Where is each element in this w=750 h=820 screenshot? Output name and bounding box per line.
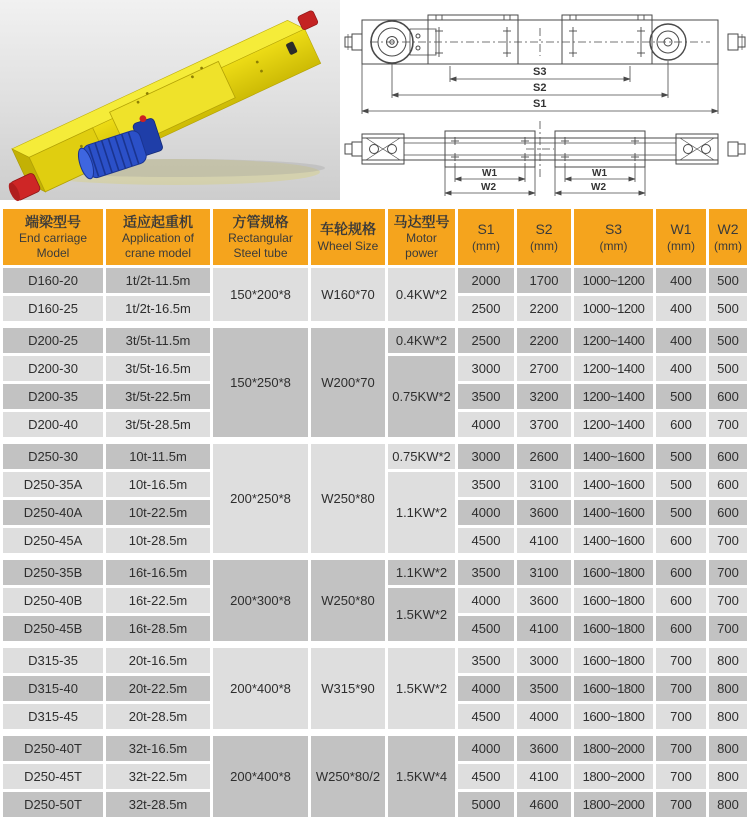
top-images-section — [0, 0, 750, 206]
cell-w1: 500 — [656, 500, 706, 525]
header-wheel-size: 车轮规格 Wheel Size — [311, 209, 385, 265]
cell-s2: 2200 — [517, 328, 571, 353]
shaft-stub-left — [345, 34, 362, 50]
group-divider — [3, 324, 747, 325]
cell-w1: 400 — [656, 356, 706, 381]
cell-s1: 3500 — [458, 384, 514, 409]
cell-application: 16t-16.5m — [106, 560, 210, 585]
cell-s2: 4100 — [517, 616, 571, 641]
mount-plate-left — [445, 131, 535, 167]
technical-drawing — [340, 0, 750, 206]
group-divider — [3, 556, 747, 557]
cell-s2: 3100 — [517, 560, 571, 585]
cell-w2: 500 — [709, 328, 747, 353]
cell-s1: 3500 — [458, 560, 514, 585]
group-divider — [3, 440, 747, 441]
cell-s2: 3700 — [517, 412, 571, 437]
cell-application: 10t-22.5m — [106, 500, 210, 525]
cell-w2: 700 — [709, 412, 747, 437]
cell-s3: 1200~1400 — [574, 328, 653, 353]
dimension-drawing-image — [340, 0, 750, 206]
dimension-label-s3: S3 — [533, 66, 547, 78]
cell-w1: 700 — [656, 764, 706, 789]
cell-model: D250-35A — [3, 472, 103, 497]
table-row — [3, 560, 747, 585]
header-w1: W1 (mm) — [656, 209, 706, 265]
cell-model: D250-50T — [3, 792, 103, 817]
cell-s1: 3000 — [458, 356, 514, 381]
cell-w2: 700 — [709, 560, 747, 585]
cell-w1: 700 — [656, 792, 706, 817]
cell-model: D315-45 — [3, 704, 103, 729]
cell-w2: 800 — [709, 648, 747, 673]
cell-motor-power: 1.1KW*2 — [388, 472, 455, 553]
dimension-label-w1: W1 — [482, 168, 497, 179]
cell-w1: 600 — [656, 616, 706, 641]
table-row — [3, 328, 747, 353]
cell-application: 20t-16.5m — [106, 648, 210, 673]
side-elevation-view — [345, 15, 745, 114]
cell-application: 1t/2t-11.5m — [106, 268, 210, 293]
cell-s3: 1400~1600 — [574, 444, 653, 469]
cell-s2: 3100 — [517, 472, 571, 497]
cell-model: D160-25 — [3, 296, 103, 321]
cell-w1: 400 — [656, 328, 706, 353]
cell-w1: 400 — [656, 296, 706, 321]
table-row — [3, 648, 747, 673]
cell-wheel-size: W315*90 — [311, 648, 385, 729]
cell-w2: 700 — [709, 616, 747, 641]
cell-motor-power: 0.4KW*2 — [388, 268, 455, 321]
cell-s2: 2200 — [517, 296, 571, 321]
cell-model: D200-25 — [3, 328, 103, 353]
cell-w1: 700 — [656, 736, 706, 761]
header-model: 端梁型号 End carriage Model — [3, 209, 103, 265]
cell-s2: 4100 — [517, 764, 571, 789]
cell-s2: 3600 — [517, 588, 571, 613]
cell-s3: 1600~1800 — [574, 704, 653, 729]
cell-application: 16t-22.5m — [106, 588, 210, 613]
cell-w1: 600 — [656, 412, 706, 437]
cell-s1: 2500 — [458, 328, 514, 353]
cell-wheel-size: W200*70 — [311, 328, 385, 437]
cell-s3: 1600~1800 — [574, 676, 653, 701]
cell-s1: 4000 — [458, 588, 514, 613]
cell-application: 3t/5t-16.5m — [106, 356, 210, 381]
cell-model: D250-45T — [3, 764, 103, 789]
cell-w2: 500 — [709, 296, 747, 321]
cell-motor-power: 1.5KW*2 — [388, 648, 455, 729]
plan-view — [345, 121, 745, 196]
cell-wheel-size: W250*80 — [311, 444, 385, 553]
render-3d-image — [0, 0, 340, 200]
cell-s3: 1800~2000 — [574, 764, 653, 789]
header-w2: W2 (mm) — [709, 209, 747, 265]
cell-s3: 1600~1800 — [574, 616, 653, 641]
cell-model: D250-40A — [3, 500, 103, 525]
cell-motor-power: 1.5KW*4 — [388, 736, 455, 817]
cell-application: 20t-22.5m — [106, 676, 210, 701]
cell-w1: 500 — [656, 444, 706, 469]
plan-shaft-left — [345, 142, 362, 156]
cell-s2: 3000 — [517, 648, 571, 673]
dimension-label-s1: S1 — [533, 98, 547, 110]
cell-motor-power: 1.1KW*2 — [388, 560, 455, 585]
cell-s1: 2000 — [458, 268, 514, 293]
cell-w2: 500 — [709, 268, 747, 293]
cell-s1: 3500 — [458, 472, 514, 497]
cell-steel-tube: 200*400*8 — [213, 648, 308, 729]
cell-application: 32t-28.5m — [106, 792, 210, 817]
cell-s2: 3200 — [517, 384, 571, 409]
cell-s1: 4000 — [458, 736, 514, 761]
cell-motor-power: 0.75KW*2 — [388, 356, 455, 437]
cell-application: 32t-16.5m — [106, 736, 210, 761]
cell-steel-tube: 200*250*8 — [213, 444, 308, 553]
cell-w2: 600 — [709, 500, 747, 525]
cell-s3: 1600~1800 — [574, 560, 653, 585]
cell-steel-tube: 200*300*8 — [213, 560, 308, 641]
cell-s2: 4100 — [517, 528, 571, 553]
header-application: 适应起重机 Application of crane model — [106, 209, 210, 265]
cell-s3: 1600~1800 — [574, 588, 653, 613]
lip-bolt-ticks — [436, 15, 644, 20]
cell-application: 3t/5t-11.5m — [106, 328, 210, 353]
cell-model: D200-40 — [3, 412, 103, 437]
dimension-s2 — [392, 61, 668, 98]
cell-s3: 1200~1400 — [574, 356, 653, 381]
cell-steel-tube: 150*200*8 — [213, 268, 308, 321]
group-divider — [3, 644, 747, 645]
cell-s3: 1600~1800 — [574, 648, 653, 673]
cell-s2: 2600 — [517, 444, 571, 469]
cell-s2: 3600 — [517, 500, 571, 525]
cell-s2: 3600 — [517, 736, 571, 761]
dimension-w1-right — [565, 163, 635, 182]
cell-w1: 600 — [656, 528, 706, 553]
cell-s3: 1400~1600 — [574, 500, 653, 525]
dimension-label-w2-right: W2 — [591, 182, 606, 193]
cell-s3: 1200~1400 — [574, 384, 653, 409]
header-s2: S2 (mm) — [517, 209, 571, 265]
shaft-stub-right — [728, 34, 745, 50]
cell-model: D250-30 — [3, 444, 103, 469]
cell-wheel-size: W160*70 — [311, 268, 385, 321]
cell-w1: 500 — [656, 472, 706, 497]
cell-w1: 400 — [656, 268, 706, 293]
dimension-s3 — [450, 66, 630, 82]
cell-s3: 1800~2000 — [574, 736, 653, 761]
cell-s1: 2500 — [458, 296, 514, 321]
cell-w2: 800 — [709, 764, 747, 789]
cell-model: D160-20 — [3, 268, 103, 293]
cell-s3: 1000~1200 — [574, 268, 653, 293]
cell-s2: 4600 — [517, 792, 571, 817]
cell-w1: 500 — [656, 384, 706, 409]
cell-s1: 4500 — [458, 704, 514, 729]
cell-model: D200-35 — [3, 384, 103, 409]
cell-model: D250-40B — [3, 588, 103, 613]
header-s1: S1 (mm) — [458, 209, 514, 265]
cell-model: D315-40 — [3, 676, 103, 701]
cell-wheel-size: W250*80 — [311, 560, 385, 641]
spec-table — [0, 206, 750, 820]
cell-model: D200-30 — [3, 356, 103, 381]
end-carriage-3d-render — [0, 0, 340, 200]
cell-motor-power: 0.75KW*2 — [388, 444, 455, 469]
cell-application: 3t/5t-28.5m — [106, 412, 210, 437]
header-s3: S3 (mm) — [574, 209, 653, 265]
mount-plate-right — [555, 131, 645, 167]
cell-w2: 800 — [709, 704, 747, 729]
table-row — [3, 444, 747, 469]
cell-w1: 600 — [656, 588, 706, 613]
plan-shaft-right — [728, 142, 745, 156]
cell-w1: 700 — [656, 648, 706, 673]
cell-model: D315-35 — [3, 648, 103, 673]
cell-s3: 1800~2000 — [574, 792, 653, 817]
cell-wheel-size: W250*80/2 — [311, 736, 385, 817]
cell-w2: 800 — [709, 736, 747, 761]
cell-application: 20t-28.5m — [106, 704, 210, 729]
cell-model: D250-45B — [3, 616, 103, 641]
cell-w1: 700 — [656, 704, 706, 729]
cell-steel-tube: 150*250*8 — [213, 328, 308, 437]
cell-application: 10t-11.5m — [106, 444, 210, 469]
cell-s2: 1700 — [517, 268, 571, 293]
cell-application: 10t-28.5m — [106, 528, 210, 553]
cell-s1: 4500 — [458, 528, 514, 553]
cell-s1: 3000 — [458, 444, 514, 469]
dimension-label-w2: W2 — [481, 182, 496, 193]
cell-s3: 1400~1600 — [574, 472, 653, 497]
cell-w2: 600 — [709, 472, 747, 497]
cell-w1: 700 — [656, 676, 706, 701]
table-row — [3, 268, 747, 293]
cell-s1: 4500 — [458, 764, 514, 789]
cell-w2: 500 — [709, 356, 747, 381]
cell-w1: 600 — [656, 560, 706, 585]
centerline — [370, 28, 710, 56]
table-row — [3, 736, 747, 761]
cell-s1: 5000 — [458, 792, 514, 817]
cell-w2: 800 — [709, 676, 747, 701]
cell-w2: 700 — [709, 528, 747, 553]
dimension-label-w1-right: W1 — [592, 168, 607, 179]
cell-model: D250-40T — [3, 736, 103, 761]
cell-steel-tube: 200*400*8 — [213, 736, 308, 817]
cell-s2: 4000 — [517, 704, 571, 729]
cell-w2: 600 — [709, 384, 747, 409]
cell-s1: 4000 — [458, 412, 514, 437]
cell-application: 32t-22.5m — [106, 764, 210, 789]
cell-s1: 3500 — [458, 648, 514, 673]
cell-s3: 1200~1400 — [574, 412, 653, 437]
cell-s1: 4500 — [458, 616, 514, 641]
cell-motor-power: 1.5KW*2 — [388, 588, 455, 641]
cell-s1: 4000 — [458, 676, 514, 701]
cell-w2: 700 — [709, 588, 747, 613]
cell-w2: 600 — [709, 444, 747, 469]
cell-s1: 4000 — [458, 500, 514, 525]
cell-motor-power: 0.4KW*2 — [388, 328, 455, 353]
plan-centerline — [526, 121, 554, 177]
cell-application: 1t/2t-16.5m — [106, 296, 210, 321]
cell-w2: 800 — [709, 792, 747, 817]
group-divider — [3, 732, 747, 733]
cell-s3: 1400~1600 — [574, 528, 653, 553]
dimension-w1-left — [455, 163, 525, 182]
cell-s2: 2700 — [517, 356, 571, 381]
header-row — [3, 209, 747, 265]
dimension-label-s2: S2 — [533, 82, 547, 94]
cell-application: 3t/5t-22.5m — [106, 384, 210, 409]
cell-s2: 3500 — [517, 676, 571, 701]
cell-model: D250-45A — [3, 528, 103, 553]
cell-model: D250-35B — [3, 560, 103, 585]
cell-application: 16t-28.5m — [106, 616, 210, 641]
header-steel-tube: 方管规格 Rectangular Steel tube — [213, 209, 308, 265]
header-motor-power: 马达型号 Motor power — [388, 209, 455, 265]
cell-s3: 1000~1200 — [574, 296, 653, 321]
cell-application: 10t-16.5m — [106, 472, 210, 497]
